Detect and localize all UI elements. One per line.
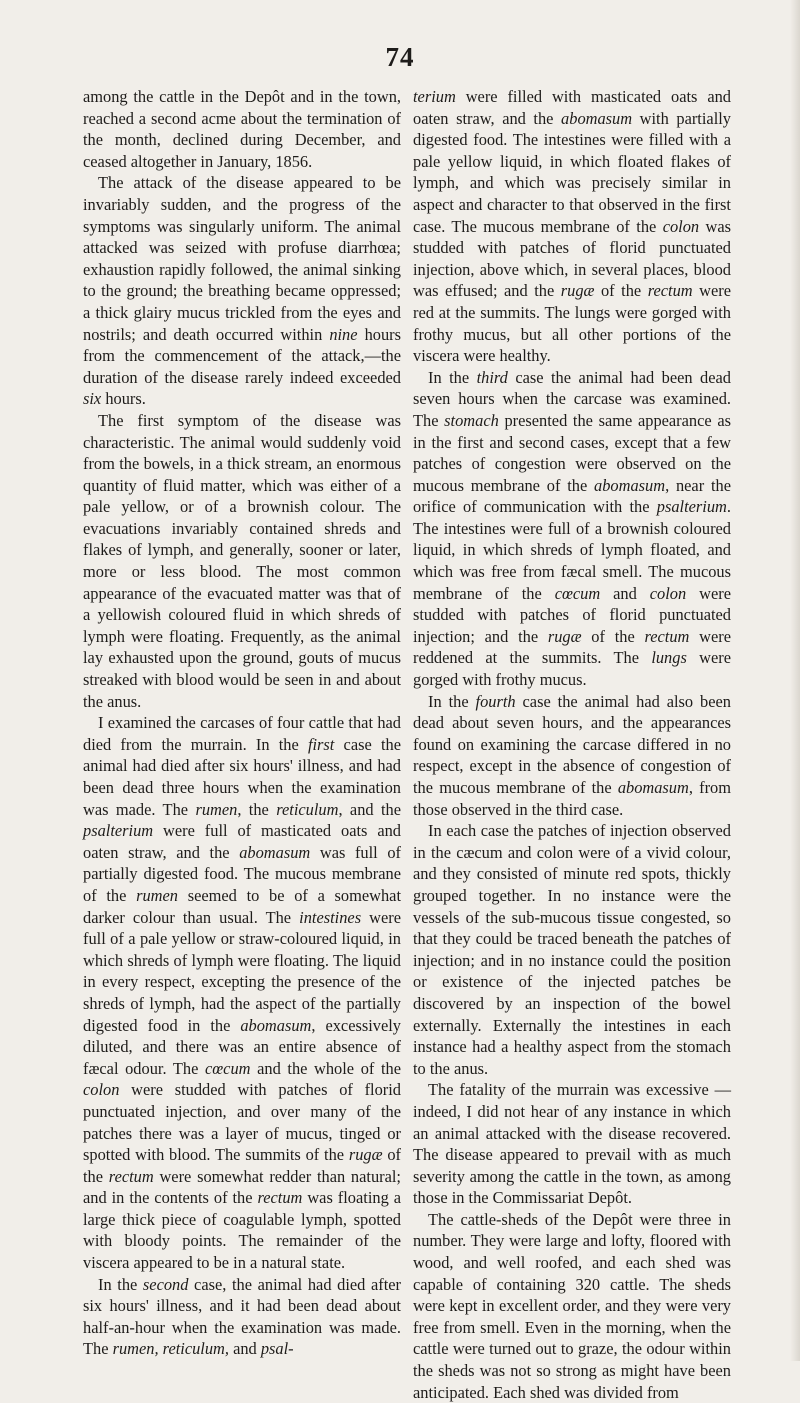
page-edge-shadow [790,0,800,1361]
text-run: and [600,583,650,603]
italic-term: rumen [136,885,178,905]
italic-term: cœcum [554,583,601,603]
italic-term: rectum [257,1188,303,1208]
italic-term: fourth [475,691,516,711]
text-run: with partially digested food. The intestines were filled with a pale yellow liquid, in which floated flakes of lymph, and which was precisely similar in aspect and character to that observed in the first case. The mucous membrane of the [413,108,731,236]
text-run: and [228,1339,261,1359]
text-run: case, the animal had died after six hours' illness, and it had been dead about half-an-hour when the examination was made. The [83,1274,401,1359]
italic-term: rectum [644,626,690,646]
text-run: The first symptom of the disease was characteristic. The animal would suddenly void from the bowels, in a thick stream, an enormous quantity of fluid matter, which was either of a pale yellow, or of a brownish colour. The evacuations invariably contained shreds and flakes of lymph, and generally, sooner or later, more or less blood. The most common appearance of the evacuated matter was that of a yellowish coloured fluid in which shreds of lymph were floating. Frequently, as the animal lay exhausted upon the ground, gouts of mucus streaked with blood would be seen in and about the anus. [83,410,401,711]
text-run: of the [83,1145,401,1186]
text-run: , the [237,799,277,819]
text-run: hours from the commencement of the attack,—the duration of the disease rarely indeed exceeded [83,324,401,387]
paragraph [413,86,731,367]
italic-term: abomasum [240,1015,312,1035]
italic-term: stomach [444,410,499,430]
text-run: was studded with patches of florid punctuated injection, above which, in several places, blood was effused; and the [413,216,731,301]
italic-term: colon [649,583,687,603]
paragraph [413,1209,731,1403]
paragraph [413,820,731,1079]
italic-term: psalterium [656,497,727,517]
text-run: seemed to be of a somewhat darker colour than usual. The [83,885,402,927]
text-run: case the animal had also been dead about seven hours, and the appearances found on examining the carcase differed in no respect, except in the absence of congestion of the mucous membrane of the [413,691,731,797]
text-run: In the [428,367,477,387]
right-column [413,86,731,1403]
text-run: were gorged with frothy mucus. [413,648,731,690]
text-run: were somewhat redder than natural; and in the contents of the [83,1166,401,1208]
text-run: was full of partially digested food. The mucous membrane of the [83,842,401,905]
italic-term: psal- [260,1339,294,1359]
paragraph [83,172,401,410]
paragraph [413,691,731,821]
text-run: were studded with patches of florid punctuated injection; and the [413,583,731,646]
text-run: were red at the summits. The lungs were gorged with frothy mucus, but all other portions of the viscera were healthy. [413,281,731,366]
italic-term: rugæ [348,1145,383,1165]
italic-term: rugæ [560,281,595,301]
text-run: case the animal had been dead seven hours when the carcase was examined. The [413,367,731,430]
text-run: , and the [338,799,402,819]
text-run: I examined the carcases of four cattle that had died from the murrain. In the [83,713,401,754]
text-run: case the animal had died after six hours' illness, and had been dead three hours when the examination was made. The [83,734,401,819]
italic-term: reticulum [276,799,339,819]
italic-term: six [83,389,102,409]
text-run: and the whole of the [250,1058,401,1078]
italic-term: rectum [108,1166,154,1186]
text-run: hours. [101,389,146,409]
italic-term: abomasum [239,842,311,862]
paragraph [83,86,401,172]
left-column [83,86,401,1360]
text-run: were studded with patches of florid punctuated injection, and over many of the patches there was a layer of mucus, tinged or spotted with blood. The summits of the [83,1080,401,1165]
italic-term: third [476,367,508,387]
italic-term: nine [329,324,358,344]
italic-term: abomasum [594,475,666,495]
italic-term: intestines [299,907,362,927]
italic-term: cœcum [204,1058,251,1078]
text-run: In the [428,691,476,711]
italic-term: abomasum [617,778,689,797]
paragraph [413,367,731,691]
text-run: In each case the patches of injection observed in the cæcum and colon were of a vivid colour, and they consisted of minute red spots, thickly grouped together. In no instance were the vessels of the sub-mucous tissue congested, so that they could be traced beneath the patches of injection; and in no instance could the position or existence of the injected patches be discovered by an inspection of the bowel externally. Externally the intestines in each instance had a healthy aspect from the stomach to the anus. [413,821,731,1078]
text-run: In the [98,1274,143,1294]
paragraph [413,1079,731,1209]
text-run: The cattle-sheds of the Depôt were three in number. They were large and lofty, floored with wood, and well roofed, and each shed was capable of containing 320 cattle. The sheds were kept in excellent order, and they were very free from smell. Even in the morning, when the cattle were turned out to graze, the odour within the sheds was not so strong as might have been anticipated. Each shed was divided from [413,1209,731,1402]
text-run: . The intestines were full of a brownish coloured liquid, in which shreds of lymph floated, and which was free from fæcal smell. The mucous membrane of the [413,497,731,603]
text-run: The attack of the disease appeared to be invariably sudden, and the progress of the symptoms was singularly uniform. The animal attacked was seized with profuse diarrhœa; exhaustion rapidly followed, the animal sinking to the ground; the breathing became oppressed; a thick glairy mucus trickled from the eyes and nostrils; and death occurred within [83,173,401,344]
text-run: were full of masticated oats and oaten straw, and the [83,821,401,862]
page-number: 74 [385,42,415,72]
paragraph [83,712,401,1273]
italic-term: rugæ [547,626,582,646]
italic-term: rectum [647,281,693,301]
text-run: were reddened at the summits. The [413,626,731,668]
text-run: of the [594,281,648,301]
italic-term: second [142,1274,189,1294]
italic-term: first [307,734,335,754]
italic-term: psalterium [83,821,154,841]
italic-term: colon [83,1080,120,1100]
text-run: The fatality of the murrain was excessive —indeed, I did not hear of any instance in which an animal attacked with the disease recovered. The disease appeared to prevail with as much severity among the cattle in the town, as among those in the Commissariat Depôt. [413,1080,731,1208]
text-run: , from those observed in the third case. [413,778,731,819]
italic-term: abomasum [561,108,633,128]
text-run: , near the orifice of communication with the [413,475,731,517]
text-run: was floating a large thick piece of coagulable lymph, spotted with bloody points. The remainder of the viscera appeared to be in a natural state. [83,1188,402,1273]
text-run: among the cattle in the Depôt and in the town, reached a second acme about the termination of the month, declined during December, and ceased altogether in January, 1856. [83,87,401,171]
paragraph [83,410,401,712]
italic-term: rumen [195,799,238,819]
italic-term: lungs [651,648,687,668]
italic-term: colon [662,216,700,236]
text-run: , excessively diluted, and there was an entire absence of fæcal odour. The [83,1015,401,1078]
text-run: presented the same appearance as in the first and second cases, except that a few patches of congestion were observed on the mucous membrane of the [413,410,731,495]
text-run: were filled with masticated oats and oaten straw, and the [413,87,731,128]
italic-term: rumen, reticulum, [112,1339,229,1359]
text-run: were full of a pale yellow or straw-coloured liquid, in which shreds of lymph were floating. The liquid in every respect, excepting the presence of the shreds of lymph, had the aspect of the partially digested food in the [83,907,401,1035]
text-run: of the [581,626,645,646]
italic-term: terium [413,87,456,106]
paragraph [83,1274,401,1360]
